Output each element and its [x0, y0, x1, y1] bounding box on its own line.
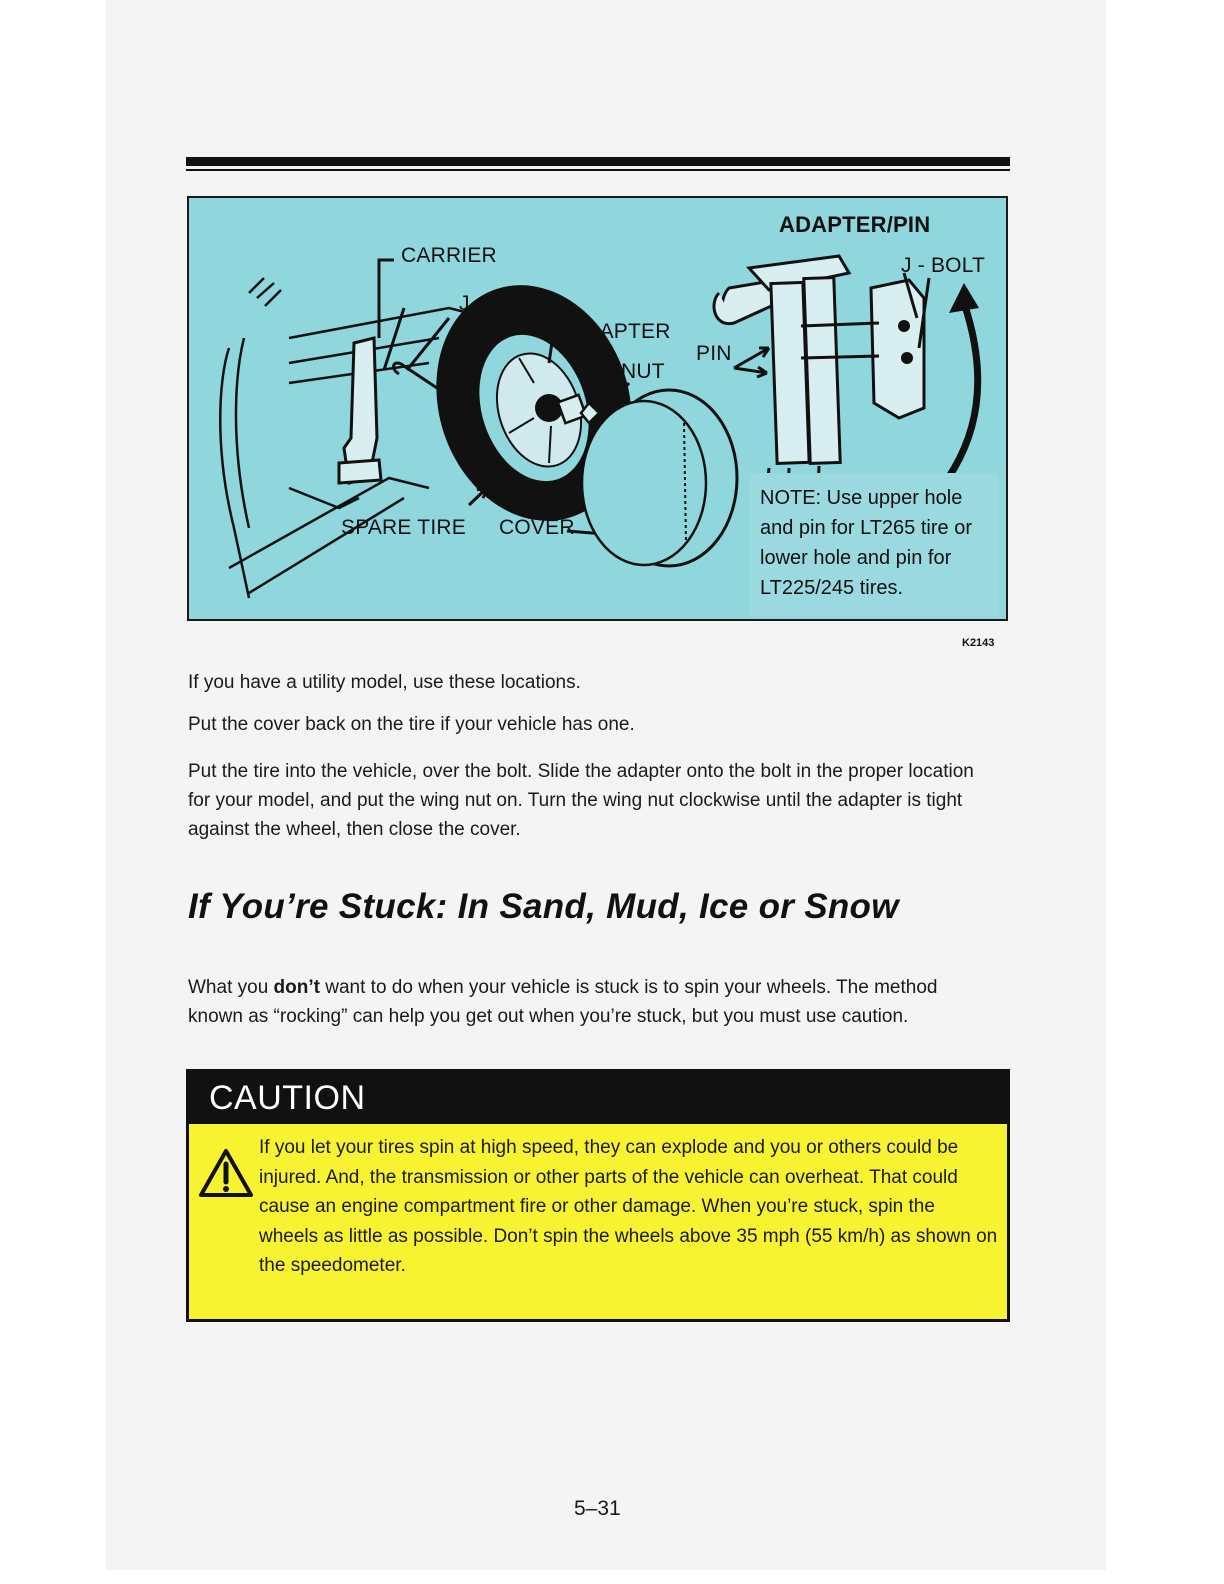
figure-note: NOTE: Use upper hole and pin for LT265 tire or lower hole and pin for LT225/245 tires.: [760, 487, 972, 599]
label-cover: COVER: [499, 516, 575, 539]
caution-text: If you let your tires spin at high speed, they can explode and you or others could be injured. And, the transmission or other parts of the vehicle can overheat. That could cause an engine compartment fire or other damage. When you’re stuck, spin the wheels as little as possible. Don’t spin the wheels above 35 mph (55 km/h) as shown on the speedometer.: [259, 1137, 998, 1276]
label-j-bolt-left: J - BOLT: [459, 292, 544, 315]
warning-triangle-icon: [198, 1148, 254, 1198]
label-spare-tire: SPARE TIRE: [341, 516, 466, 539]
page-number: 5–31: [574, 1497, 621, 1520]
label-adapter-pin: ADAPTER/PIN: [779, 212, 931, 237]
figure-code: K2143: [962, 637, 995, 649]
paragraph-put-tire: Put the tire into the vehicle, over the bolt. Slide the adapter onto the bolt in the proper location for your model, and put the wing nut on. Turn the wing nut clockwise until the adapter is tight against the wheel, then close the cover.: [188, 761, 974, 840]
top-rule-thin: [186, 169, 1010, 171]
caution-header: [189, 1072, 1007, 1124]
top-rule: [186, 157, 1010, 166]
label-nut: NUT: [621, 360, 665, 383]
label-carrier: CARRIER: [401, 244, 497, 267]
intro-after: want to do when your vehicle is stuck is to spin your wheels. The method known as “rocking” can help you get out when you’re stuck, but you must use caution.: [188, 977, 938, 1027]
intro-before: What you: [188, 977, 274, 998]
paragraph-cover: Put the cover back on the tire if your vehicle has one.: [188, 714, 635, 735]
paragraph-utility-model: If you have a utility model, use these locations.: [188, 672, 581, 693]
section-intro: [188, 973, 988, 1031]
spare-tire-illustration: [187, 196, 1008, 621]
label-j-bolt-right: J - BOLT: [901, 254, 986, 277]
caution-box: [186, 1069, 1010, 1322]
intro-bold: don’t: [273, 977, 320, 998]
section-heading: If You’re Stuck: In Sand, Mud, Ice or Snow: [188, 887, 899, 926]
caution-title: CAUTION: [209, 1079, 366, 1117]
label-pin: PIN: [696, 342, 732, 365]
label-adapter: ADAPTER: [570, 320, 671, 343]
